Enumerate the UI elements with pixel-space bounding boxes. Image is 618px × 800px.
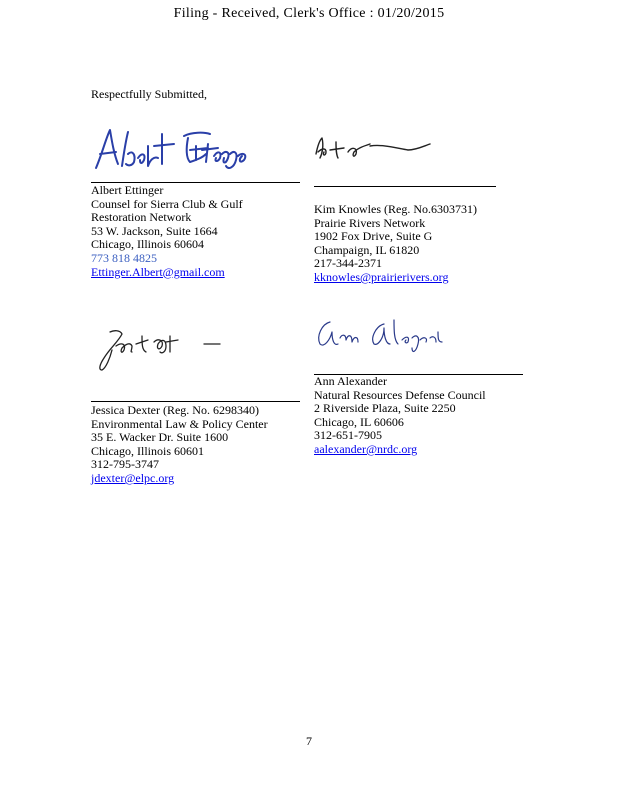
knowles-email-link[interactable]: kknowles@prairierivers.org — [314, 269, 449, 284]
page-number: 7 — [306, 734, 312, 748]
dexter-signature — [96, 322, 226, 374]
filing-header: Filing - Received, Clerk's Office : 01/20/2015 — [173, 6, 445, 21]
dexter-block — [91, 404, 268, 486]
knowles-phone: 217-344-2371 — [314, 256, 382, 271]
dexter-city: Chicago, Illinois 60601 — [91, 443, 204, 458]
alexander-name: Ann Alexander — [314, 374, 387, 388]
knowles-city: Champaign, IL 61820 — [314, 242, 420, 257]
dexter-name: Jessica Dexter (Reg. No. 6298340) — [91, 403, 259, 417]
alexander-signature — [312, 314, 452, 358]
alexander-address: 2 Riverside Plaza, Suite 2250 — [314, 401, 456, 416]
closing-line: Respectfully Submitted, — [91, 87, 207, 101]
knowles-signature — [312, 134, 432, 164]
ettinger-city: Chicago, Illinois 60604 — [91, 237, 204, 252]
knowles-block — [314, 203, 477, 285]
ettinger-address: 53 W. Jackson, Suite 1664 — [91, 223, 218, 238]
knowles-signature-line — [314, 186, 496, 187]
dexter-address: 35 E. Wacker Dr. Suite 1600 — [91, 430, 229, 445]
knowles-address: 1902 Fox Drive, Suite G — [314, 229, 433, 244]
alexander-email-link[interactable]: aalexander@nrdc.org — [314, 441, 418, 456]
ettinger-block — [91, 184, 243, 279]
ettinger-phone: 773 818 4825 — [91, 250, 157, 265]
ettinger-signature — [92, 124, 262, 174]
ettinger-email-link[interactable]: Ettinger.Albert@gmail.com — [91, 264, 225, 279]
ettinger-org: Restoration Network — [91, 210, 192, 225]
dexter-phone: 312-795-3747 — [91, 457, 159, 472]
alexander-city: Chicago, IL 60606 — [314, 414, 404, 429]
ettinger-name: Albert Ettinger — [91, 183, 164, 197]
knowles-name: Kim Knowles (Reg. No.6303731) — [314, 202, 477, 216]
alexander-block — [314, 375, 486, 457]
dexter-email-link[interactable]: jdexter@elpc.org — [91, 470, 175, 485]
dexter-org: Environmental Law & Policy Center — [91, 416, 268, 431]
knowles-org: Prairie Rivers Network — [314, 215, 426, 230]
alexander-org: Natural Resources Defense Council — [314, 387, 486, 402]
dexter-signature-line — [91, 401, 300, 402]
alexander-phone: 312-651-7905 — [314, 428, 382, 443]
ettinger-title: Counsel for Sierra Club & Gulf — [91, 196, 243, 211]
